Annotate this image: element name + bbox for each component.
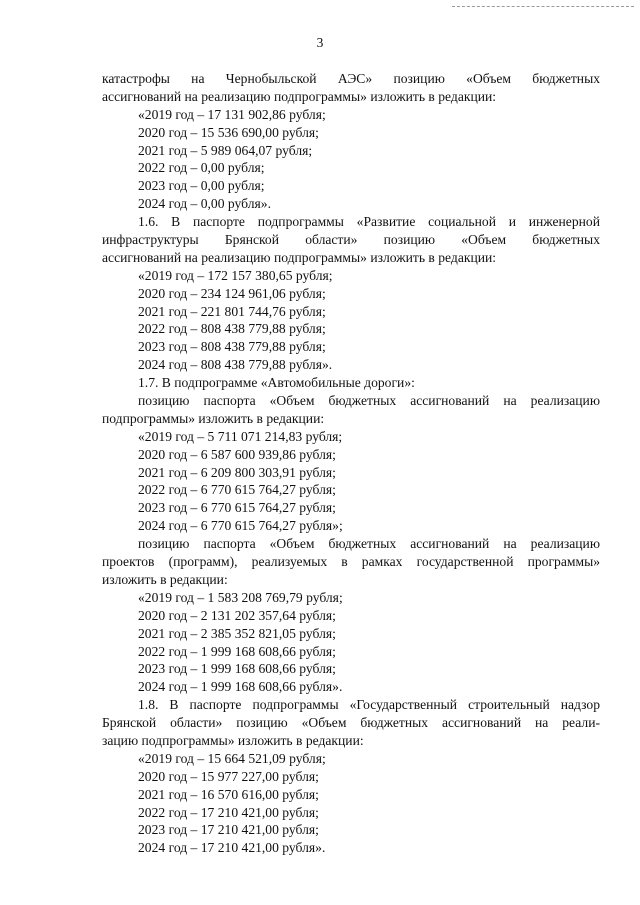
text-line: 2021 год – 5 989 064,07 рубля;	[138, 142, 313, 158]
scan-edge-line	[452, 6, 634, 7]
text-line: 2020 год – 15 536 690,00 рубля;	[138, 124, 319, 140]
text-line: 2024 год – 6 770 615 764,27 рубля»;	[138, 518, 343, 534]
text-line: проектов (программ), реализуемых в рамках государственной программы»	[102, 554, 600, 570]
text-line: позицию паспорта «Объем бюджетных ассигнований на реализацию	[138, 536, 600, 552]
text-line: «2019 год – 5 711 071 214,83 рубля;	[138, 428, 343, 444]
text-line: 2024 год – 17 210 421,00 рубля».	[138, 840, 326, 856]
text-line: 2021 год – 2 385 352 821,05 рубля;	[138, 625, 336, 641]
text-line: 2024 год – 808 438 779,88 рубля».	[138, 357, 333, 373]
text-line: 2024 год – 1 999 168 608,66 рубля».	[138, 679, 343, 695]
text-line: инфраструктуры Брянской области» позицию «Объем бюджетных	[102, 232, 600, 248]
text-line: позицию паспорта «Объем бюджетных ассигнований на реализацию	[138, 393, 600, 409]
text-line: 2022 год – 1 999 168 608,66 рубля;	[138, 643, 336, 659]
text-line: 2023 год – 1 999 168 608,66 рубля;	[138, 661, 336, 677]
text-line: «2019 год – 17 131 902,86 рубля;	[138, 106, 326, 122]
text-line: «2019 год – 172 157 380,65 рубля;	[138, 267, 333, 283]
text-line: 2023 год – 6 770 615 764,27 рубля;	[138, 500, 336, 516]
text-line: катастрофы на Чернобыльской АЭС» позицию «Объем бюджетных	[102, 71, 600, 86]
text-line: 2020 год – 15 977 227,00 рубля;	[138, 768, 319, 784]
text-line: 2020 год – 2 131 202 357,64 рубля;	[138, 607, 336, 623]
text-line: «2019 год – 15 664 521,09 рубля;	[138, 750, 326, 766]
text-line: 1.6. В паспорте подпрограммы «Развитие социальной и инженерной	[138, 214, 600, 230]
text-line: 2022 год – 808 438 779,88 рубля;	[138, 321, 326, 337]
text-line: 2022 год – 0,00 рубля;	[138, 160, 265, 176]
document-body	[102, 70, 600, 857]
text-line: 1.7. В подпрограмме «Автомобильные дороги»:	[138, 375, 415, 391]
text-line: подпрограммы» изложить в редакции:	[102, 410, 325, 426]
text-line: 2024 год – 0,00 рубля».	[138, 196, 271, 212]
text-line: 2022 год – 17 210 421,00 рубля;	[138, 804, 319, 820]
text-line: 2022 год – 6 770 615 764,27 рубля;	[138, 482, 336, 498]
text-line: 2021 год – 6 209 800 303,91 рубля;	[138, 464, 336, 480]
text-line: изложить в редакции:	[102, 571, 228, 587]
text-line: ассигнований на реализацию подпрограммы» изложить в редакции:	[102, 88, 497, 104]
text-line: 2023 год – 17 210 421,00 рубля;	[138, 822, 319, 838]
text-line: 2021 год – 16 570 616,00 рубля;	[138, 786, 319, 802]
text-line: зацию подпрограммы» изложить в редакции:	[102, 732, 364, 748]
text-line: 1.8. В паспорте подпрограммы «Государственный строительный надзор	[138, 697, 600, 713]
text-line: 2021 год – 221 801 744,76 рубля;	[138, 303, 326, 319]
text-line: 2020 год – 234 124 961,06 рубля;	[138, 285, 326, 301]
text-line: «2019 год – 1 583 208 769,79 рубля;	[138, 589, 343, 605]
text-line: Брянской области» позицию «Объем бюджетных ассигнований на реали-	[102, 715, 600, 731]
text-line: 2023 год – 808 438 779,88 рубля;	[138, 339, 326, 355]
page-number: 3	[316, 35, 324, 50]
text-line: 2020 год – 6 587 600 939,86 рубля;	[138, 446, 336, 462]
text-line: 2023 год – 0,00 рубля;	[138, 178, 265, 194]
text-line: ассигнований на реализацию подпрограммы» изложить в редакции:	[102, 249, 497, 265]
